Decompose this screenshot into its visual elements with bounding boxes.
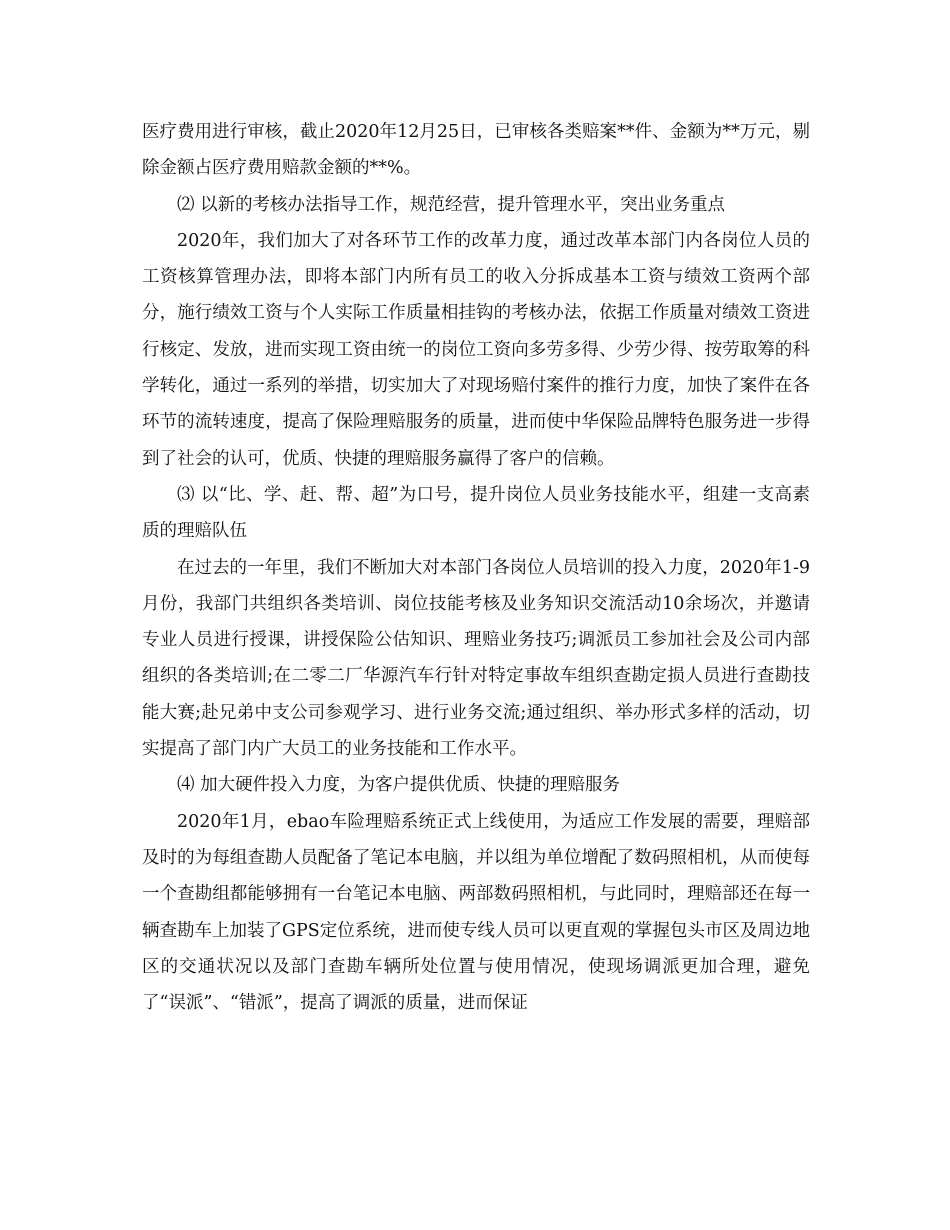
heading-assessment-method: ⑵ 以新的考核办法指导工作，规范经营，提升管理水平，突出业务重点 [177, 194, 726, 215]
heading-team-building: ⑶ 以“比、学、赶、帮、超”为口号，提升岗位人员业务技能水平，组建一支高素质的理赔队伍 [142, 484, 810, 542]
paragraph-training: 在过去的一年里，我们不断加大对本部门各岗位人员培训的投入力度，2020年1-9月份，我部门共组织各类培训、岗位技能考核及业务知识交流活动10余场次，并邀请专业人员进行授课，讲授保险公估知识、理赔业务技巧;调派员工参加社会及公司内部组织的各类培训;在二零二厂华源汽车行针对特定事故车组织查勘定损人员进行查勘技能大赛;赴兄弟中支公司参观学习、进行业务交流;通过组织、举办形式多样的活动，切实提高了部门内广大员工的业务技能和工作水平。 [142, 557, 810, 760]
paragraph-salary-reform: 2020年，我们加大了对各环节工作的改革力度，通过改革本部门内各岗位人员的工资核算管理办法，即将本部门内所有员工的收入分拆成基本工资与绩效工资两个部分，施行绩效工资与个人实际工作质量相挂钩的考核办法，依据工作质量对绩效工资进行核定、发放，进而实现工资由统一的岗位工资向多劳多得、少劳少得、按劳取筹的科学转化，通过一系列的举措，切实加大了对现场赔付案件的推行力度，加快了案件在各环节的流转速度，提高了保险理赔服务的质量，进而使中华保险品牌特色服务进一步得到了社会的认可，优质、快捷的理赔服务赢得了客户的信赖。 [142, 230, 810, 469]
paragraph-hardware-details: 2020年1月，ebao车险理赔系统正式上线使用，为适应工作发展的需要，理赔部及时的为每组查勘人员配备了笔记本电脑，并以组为单位增配了数码照相机，从而使每一个查勘组都能够拥有一台笔记本电脑、两部数码照相机，与此同时，理赔部还在每一辆查勘车上加装了GPS定位系统，进而使专线人员可以更直观的掌握包头市区及周边地区的交通状况以及部门查勘车辆所处位置与使用情况，使现场调派更加合理，避免了“误派”、“错派”，提高了调派的质量，进而保证 [142, 811, 810, 1014]
paragraph-medical-review: 医疗费用进行审核，截止2020年12月25日，已审核各类赔案**件、金额为**万元，剔除金额占医疗费用赔款金额的**%。 [142, 122, 810, 179]
body-text [142, 114, 810, 1021]
heading-hardware-investment: ⑷ 加大硬件投入力度，为客户提供优质、快捷的理赔服务 [177, 775, 621, 796]
